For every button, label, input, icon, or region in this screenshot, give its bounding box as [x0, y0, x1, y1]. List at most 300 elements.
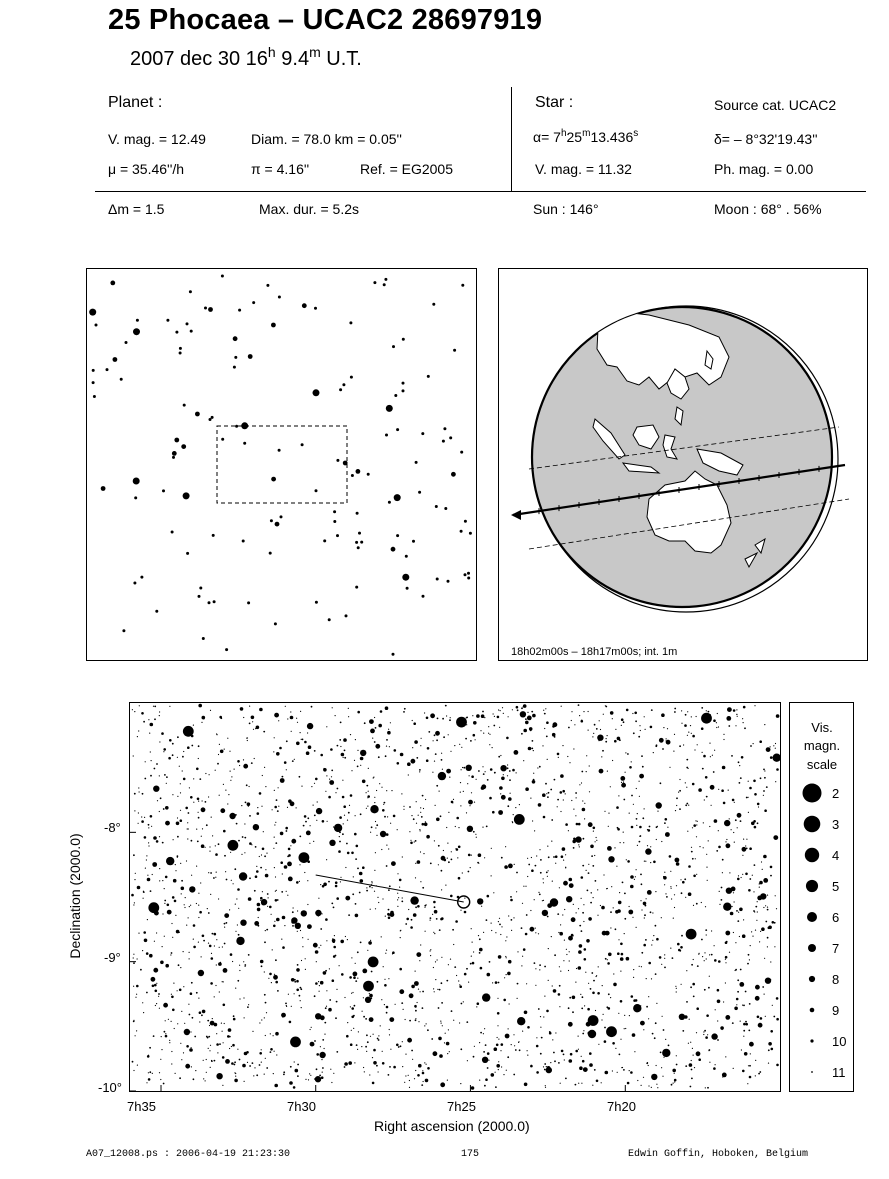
field-star [714, 945, 715, 946]
field-star [699, 846, 700, 847]
field-star [433, 967, 434, 968]
field-star [594, 855, 595, 856]
field-star [448, 734, 449, 735]
field-star [285, 1003, 287, 1005]
field-star [755, 996, 760, 1001]
field-star [239, 970, 240, 971]
field-star [656, 1003, 657, 1004]
field-star [363, 981, 374, 992]
field-star [140, 969, 142, 971]
field-star [664, 954, 665, 955]
field-star [768, 926, 772, 930]
field-star [158, 996, 159, 997]
field-star [470, 963, 472, 965]
field-star [733, 1068, 734, 1069]
event-minutes: 9.4 [275, 48, 310, 70]
field-star [584, 803, 585, 804]
field-star [601, 756, 602, 757]
field-star [177, 817, 178, 818]
field-star [539, 964, 541, 966]
field-star [380, 831, 386, 837]
field-star [743, 1005, 745, 1007]
field-star [466, 968, 468, 970]
field-star [604, 1027, 606, 1029]
field-star [419, 771, 420, 772]
field-star [415, 1070, 416, 1071]
field-star [544, 728, 545, 729]
field-star [696, 824, 697, 825]
field-star [386, 845, 387, 846]
field-star [742, 847, 747, 852]
field-star [365, 1018, 367, 1020]
field-star [402, 1041, 403, 1042]
field-star [235, 814, 237, 816]
field-star [368, 941, 372, 945]
field-star [254, 1067, 255, 1068]
field-star [685, 804, 687, 806]
field-star [747, 963, 749, 965]
field-star [708, 721, 709, 722]
field-star [216, 964, 217, 965]
field-star [733, 832, 734, 833]
field-star [639, 774, 644, 779]
field-star [441, 982, 443, 984]
field-star [597, 889, 598, 890]
finder-star [386, 405, 393, 412]
field-star [373, 1034, 374, 1035]
field-star [637, 1080, 638, 1081]
field-star [269, 973, 272, 976]
field-star [277, 990, 279, 992]
field-star [545, 708, 546, 709]
field-star [542, 910, 548, 916]
field-star [512, 709, 513, 710]
finder-star [235, 425, 238, 428]
field-star [498, 1061, 499, 1062]
field-star [500, 765, 506, 771]
field-star [156, 763, 158, 765]
field-star [360, 813, 362, 815]
field-star [378, 1035, 379, 1036]
field-star [330, 748, 333, 751]
field-star [659, 738, 664, 743]
field-star [280, 778, 285, 783]
field-star [303, 825, 305, 827]
field-star [252, 721, 253, 722]
field-star [475, 834, 476, 835]
field-star [424, 823, 428, 827]
field-star [567, 756, 568, 757]
field-star [759, 887, 760, 888]
field-star [539, 894, 541, 896]
field-star [149, 1047, 151, 1049]
field-star [674, 894, 675, 895]
field-star [280, 832, 284, 836]
field-star [259, 708, 263, 712]
field-star [479, 938, 481, 940]
field-star [620, 1000, 623, 1003]
field-star [536, 1037, 537, 1038]
field-star [688, 768, 689, 769]
field-star [516, 706, 519, 709]
field-star [471, 792, 472, 793]
field-star [546, 1067, 552, 1073]
field-star [421, 1084, 423, 1086]
field-star [357, 711, 360, 714]
field-star [214, 933, 217, 936]
field-star [292, 925, 294, 927]
magnitude-scale-panel [789, 702, 854, 1092]
field-star [740, 910, 741, 911]
field-star [532, 780, 536, 784]
field-star [776, 908, 777, 909]
field-star [498, 756, 500, 758]
field-star [335, 792, 336, 793]
field-star [414, 740, 418, 744]
field-star [400, 1045, 402, 1047]
field-star [279, 747, 282, 750]
field-star [737, 979, 739, 981]
field-star [505, 956, 506, 957]
field-star [548, 792, 550, 794]
field-star [661, 841, 662, 842]
field-star [701, 727, 704, 730]
field-star [191, 1047, 192, 1048]
field-star [621, 725, 622, 726]
field-star [721, 887, 723, 889]
field-star [448, 812, 449, 813]
field-star [458, 980, 459, 981]
field-star [257, 812, 260, 815]
field-star [167, 904, 170, 907]
field-star [743, 1023, 746, 1026]
field-star [739, 982, 744, 987]
field-star [247, 1006, 249, 1008]
field-star [599, 720, 600, 721]
field-star [555, 1032, 556, 1033]
field-star [135, 997, 136, 998]
field-star [357, 868, 359, 870]
field-star [552, 985, 553, 986]
field-star [133, 962, 135, 964]
field-star [640, 1021, 645, 1026]
field-star [208, 1036, 210, 1038]
field-star [550, 789, 552, 791]
field-star [369, 1017, 374, 1022]
field-star [132, 1061, 134, 1063]
field-star [400, 930, 401, 931]
field-star [498, 1069, 499, 1070]
field-star [460, 782, 461, 783]
field-star [624, 918, 626, 920]
field-star [398, 1046, 400, 1048]
x-tick-label: 7h20 [607, 1099, 636, 1114]
field-star [664, 884, 665, 885]
field-star [189, 906, 190, 907]
scale-magnitude-label: 10 [832, 1034, 847, 1049]
field-star [164, 903, 165, 904]
field-star [578, 844, 579, 845]
field-star [182, 770, 183, 771]
field-star [418, 989, 419, 990]
finder-star [396, 534, 399, 537]
field-star [763, 855, 767, 859]
field-star [441, 759, 443, 761]
field-star [299, 995, 301, 997]
field-star [374, 741, 376, 743]
field-star [498, 1039, 499, 1040]
field-star [179, 1077, 181, 1079]
field-star [227, 738, 228, 739]
field-star [482, 711, 484, 713]
magnitude-scale [790, 703, 853, 1091]
field-star [554, 1060, 556, 1062]
field-star [734, 901, 735, 902]
field-star [542, 745, 543, 746]
field-star [606, 738, 607, 739]
field-star [536, 855, 537, 856]
field-star [434, 840, 435, 841]
field-star [754, 793, 757, 796]
field-star [300, 1000, 301, 1001]
field-star [479, 1080, 480, 1081]
field-star [770, 875, 772, 877]
field-star [222, 1056, 225, 1059]
field-star [253, 824, 259, 830]
field-star [560, 1083, 561, 1084]
field-star [243, 759, 244, 760]
field-star [325, 970, 327, 972]
field-star [768, 1063, 769, 1064]
field-star [441, 957, 442, 958]
field-star [434, 910, 438, 914]
field-star [656, 938, 659, 941]
field-star [173, 879, 177, 883]
field-star [415, 840, 417, 842]
field-star [146, 1082, 147, 1083]
field-star [498, 982, 500, 984]
field-star [391, 861, 396, 866]
field-star [315, 950, 319, 954]
field-star [681, 892, 683, 894]
finder-star [336, 534, 339, 537]
field-star [153, 706, 154, 707]
field-star [662, 1016, 663, 1017]
field-star [411, 1050, 413, 1052]
field-star [762, 869, 763, 870]
field-star [583, 1030, 584, 1031]
field-star [745, 1021, 747, 1023]
field-star [717, 1020, 718, 1021]
field-star [347, 820, 348, 821]
field-star [333, 946, 336, 949]
field-star [392, 953, 393, 954]
field-star [181, 887, 185, 891]
footer-file: A07_12008.ps : 2006-04-19 21:23:30 [86, 1149, 291, 1160]
sun-elongation: Sun : 146° [533, 201, 599, 217]
field-star [206, 1059, 207, 1060]
finder-star [172, 451, 177, 456]
field-star [344, 1066, 346, 1068]
field-star [514, 1045, 515, 1046]
field-star [212, 1018, 213, 1019]
field-star [261, 1019, 262, 1020]
finder-star [266, 284, 269, 287]
field-star [350, 734, 351, 735]
scale-dot [807, 912, 817, 922]
field-star [550, 1062, 551, 1063]
field-star [434, 933, 435, 934]
field-star [478, 853, 482, 857]
field-star [415, 863, 416, 864]
field-star [328, 796, 331, 799]
field-star [722, 872, 723, 873]
field-star [138, 730, 139, 731]
finder-star [451, 472, 456, 477]
field-star [624, 933, 625, 934]
field-star [532, 740, 534, 742]
field-star [554, 954, 556, 956]
field-star [377, 897, 378, 898]
field-star [246, 738, 247, 739]
field-star [302, 739, 304, 741]
field-star [275, 981, 278, 984]
finder-star [406, 587, 409, 590]
field-star [422, 795, 424, 797]
field-star [525, 886, 526, 887]
field-star [297, 1064, 299, 1066]
field-star [170, 954, 171, 955]
field-star [623, 721, 625, 723]
field-star [607, 771, 608, 772]
field-star [626, 709, 629, 712]
field-star [374, 802, 375, 803]
field-star [384, 802, 386, 804]
field-star [216, 939, 217, 940]
field-star [643, 1029, 644, 1030]
field-star [602, 750, 604, 752]
field-star [521, 965, 522, 966]
field-star [249, 842, 252, 845]
field-star [451, 1010, 453, 1012]
field-star [169, 1040, 170, 1041]
field-star [175, 864, 176, 865]
field-star [233, 883, 234, 884]
field-star [327, 821, 328, 822]
field-star [634, 712, 637, 715]
field-star [683, 744, 684, 745]
field-star [397, 893, 398, 894]
field-star [740, 820, 742, 822]
field-star [591, 972, 593, 974]
field-star [290, 711, 291, 712]
field-star [737, 827, 738, 828]
field-star [570, 1053, 573, 1056]
field-star [535, 985, 536, 986]
finder-star [447, 580, 450, 583]
finder-star [323, 539, 326, 542]
field-star [539, 766, 541, 768]
field-star [274, 824, 275, 825]
field-star [619, 892, 620, 893]
field-star [623, 781, 624, 782]
field-star [287, 718, 288, 719]
field-star [434, 906, 436, 908]
field-star [766, 747, 771, 752]
field-star [186, 1045, 189, 1048]
field-star [594, 724, 596, 726]
field-star [537, 767, 538, 768]
field-star [674, 734, 675, 735]
field-star [595, 1010, 596, 1011]
field-star [522, 903, 523, 904]
field-star [315, 1013, 321, 1019]
field-star [340, 877, 341, 878]
field-star [245, 966, 246, 967]
field-star [590, 988, 592, 990]
field-star [620, 943, 623, 946]
star-heading: Star : [535, 94, 574, 111]
field-star [664, 872, 665, 873]
field-star [695, 820, 696, 821]
field-star [605, 1071, 609, 1075]
field-star [708, 714, 711, 717]
field-star [436, 785, 438, 787]
field-star [593, 897, 594, 898]
field-star [434, 734, 436, 736]
field-star [447, 858, 448, 859]
field-star [688, 865, 691, 868]
field-star [717, 713, 718, 714]
field-star [396, 1044, 399, 1047]
field-star [143, 1012, 144, 1013]
field-star [315, 910, 321, 916]
field-star [255, 728, 256, 729]
field-star [627, 860, 630, 863]
field-star [624, 1028, 625, 1029]
field-star [681, 984, 682, 985]
field-star [307, 817, 309, 819]
field-star [164, 900, 166, 902]
field-star [375, 827, 376, 828]
star-declination: δ= – 8°32'19.43'' [714, 131, 818, 147]
field-star [641, 909, 642, 910]
field-star [386, 833, 389, 836]
field-star [360, 757, 364, 761]
field-star [355, 963, 356, 964]
field-star [498, 709, 499, 710]
field-star [620, 971, 621, 972]
field-star [343, 823, 344, 824]
field-star [524, 1083, 528, 1087]
field-star [187, 822, 188, 823]
finder-star [464, 573, 467, 576]
field-star [685, 782, 686, 783]
field-star [634, 879, 635, 880]
field-star [336, 897, 339, 900]
field-star [209, 851, 210, 852]
field-star [563, 860, 564, 861]
field-star [351, 993, 352, 994]
field-star [146, 859, 147, 860]
field-star [633, 732, 635, 734]
field-star [275, 822, 276, 823]
field-star [212, 835, 213, 836]
field-star [776, 1018, 779, 1021]
field-star [217, 763, 219, 765]
field-star [755, 906, 757, 908]
field-star [639, 826, 642, 829]
